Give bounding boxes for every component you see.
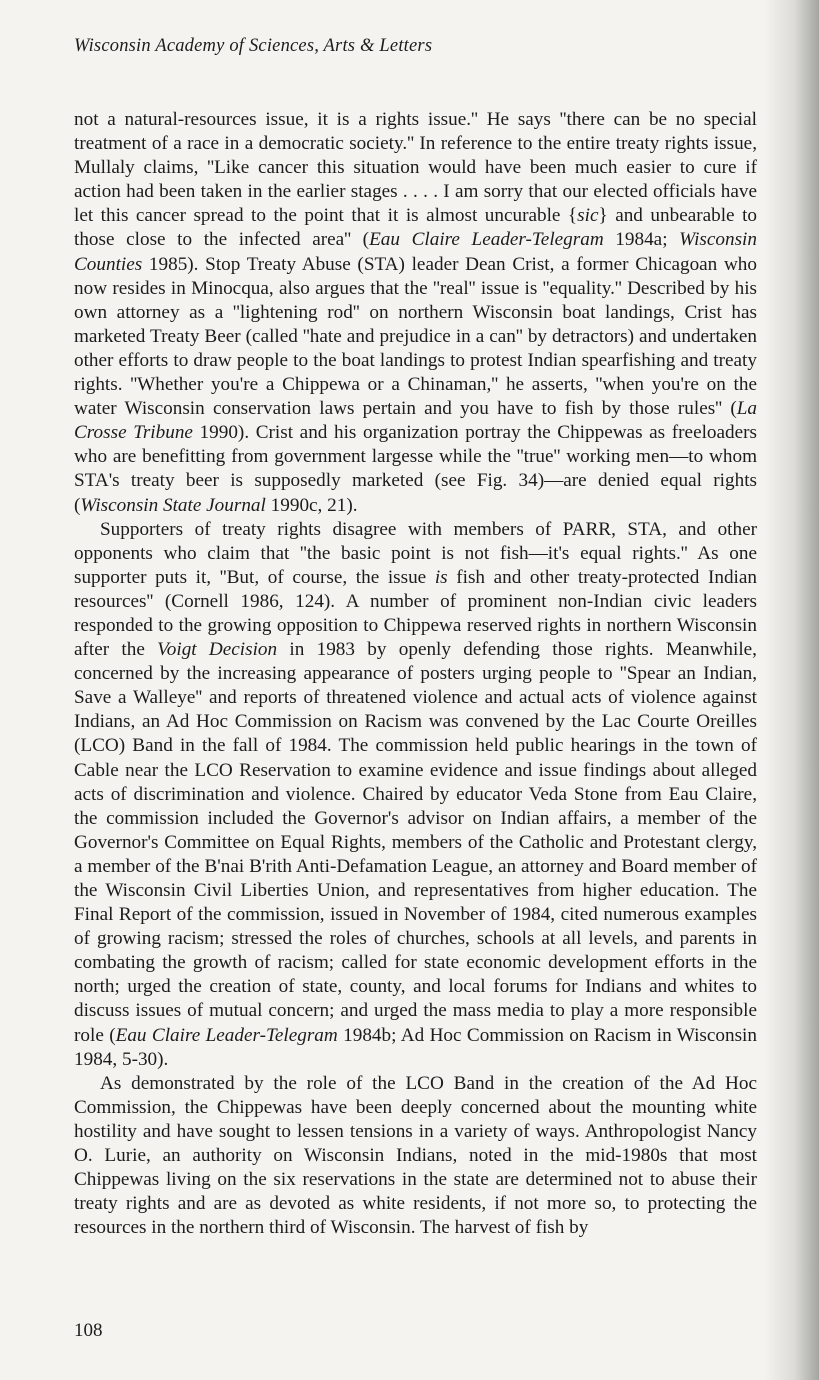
text-run: 1984a; [603,229,680,251]
text-run: 1984b; Ad Hoc Commission on Racism in Wisconsin 1984, 5-30). [74,1024,757,1070]
text-run: in 1983 by openly defending those rights. Meanwhile, concerned by the increasing appearance of posters urging people to ''Spear an Indian, Save a Walleye'' and reports of threatened violence and actual acts of violence against Indians, an Ad Hoc Commission on Racism was convened by the Lac Courte Oreilles (LCO) Band in the fall of 1984. The commission held public hearings in the town of Cable near the LCO Reservation to examine evidence and issue findings about alleged acts of discrimination and violence. Chaired by educator Veda Stone from Eau Claire, the commission included the Governor's advisor on Indian affairs, a member of the Governor's Committee on Equal Rights, members of the Catholic and Protestant clergy, a member of the B'nai B'rith Anti-Defamation League, an attorney and Board member of the Wisconsin Civil Liberties Union, and representatives from higher education. The Final Report of the commission, issued in November of 1984, cited numerous examples of growing racism; stressed the roles of churches, schools at all levels, and parents in combating the growth of racism; called for state economic development efforts in the north; urged the creation of state, county, and local forums for Indians and whites to discuss issues of mutual concern; and urged the mass media to play a more responsible role ( [74,639,757,1046]
italic-citation: La Crosse Tribune [74,398,757,444]
text-run: 1990). Crist and his organization portray the Chippewas as freeloaders who are benefitting from government largesse while the ''true'' working men—to whom STA's treaty beer is supposedly marketed (see Fig. 34)—are denied equal rights ( [74,422,757,516]
text-run: } and unbearable to those close to the infected area'' ( [74,205,757,251]
text-run: As demonstrated by the role of the LCO Band in the creation of the Ad Hoc Commission, the Chippewas have been deeply concerned about the mounting white hostility and have sought to lessen tensions in a variety of ways. Anthropologist Nancy O. Lurie, an authority on Wisconsin Indians, noted in the mid-1980s that most Chippewas living on the six reservations in the state are determined not to abuse their treaty rights and are as devoted as white residents, if not more so, to protecting the resources in the northern third of Wisconsin. The harvest of fish by [74,1072,757,1239]
body-text [74,108,757,1240]
italic-citation: sic [577,205,599,227]
italic-citation: Eau Claire Leader-Telegram [369,229,604,251]
text-run: Supporters of treaty rights disagree with members of PARR, STA, and other opponents who claim that ''the basic point is not fish—it's equal rights.'' As one supporter puts it, ''But, of course, the issue [74,518,757,588]
paragraph-3 [74,1072,757,1241]
italic-citation: Wisconsin State Journal [80,494,266,516]
text-run: 1990c, 21). [265,494,358,516]
italic-citation: Voigt Decision [157,639,278,661]
paragraph-2 [74,518,757,1072]
text-run: 1985). Stop Treaty Abuse (STA) leader Dean Crist, a former Chicagoan who now resides in Minocqua, also argues that the ''real'' issue is ''equality.'' Described by his own attorney as a ''lightening rod'' on northern Wisconsin boat landings, Crist has marketed Treaty Beer (called ''hate and prejudice in a can'' by detractors) and undertaken other efforts to draw people to the boat landings to protest Indian spearfishing and treaty rights. ''Whether you're a Chippewa or a Chinaman,'' he asserts, ''when you're on the water Wisconsin conservation laws pertain and you have to fish by those rules'' ( [74,253,757,420]
page-gutter-shadow [764,0,819,1380]
italic-citation: Eau Claire Leader-Telegram [115,1024,338,1046]
italic-citation: Wisconsin Counties [74,229,757,275]
italic-citation: is [434,566,448,588]
running-head: Wisconsin Academy of Sciences, Arts & Letters [74,36,433,56]
page-number: 108 [74,1320,103,1341]
text-run: fish and other treaty-protected Indian resources'' (Cornell 1986, 124). A number of prominent non-Indian civic leaders responded to the growing opposition to Chippewa reserved rights in northern Wisconsin after the [74,566,757,661]
text-run: not a natural-resources issue, it is a rights issue.'' He says ''there can be no special treatment of a race in a democratic society.'' In reference to the entire treaty rights issue, Mullaly claims, ''Like cancer this situation would have been much easier to cure if action had been taken in the earlier stages . . . . I am sorry that our elected officials have let this cancer spread to the point that it is almost uncurable { [74,109,757,227]
paragraph-1 [74,108,757,518]
